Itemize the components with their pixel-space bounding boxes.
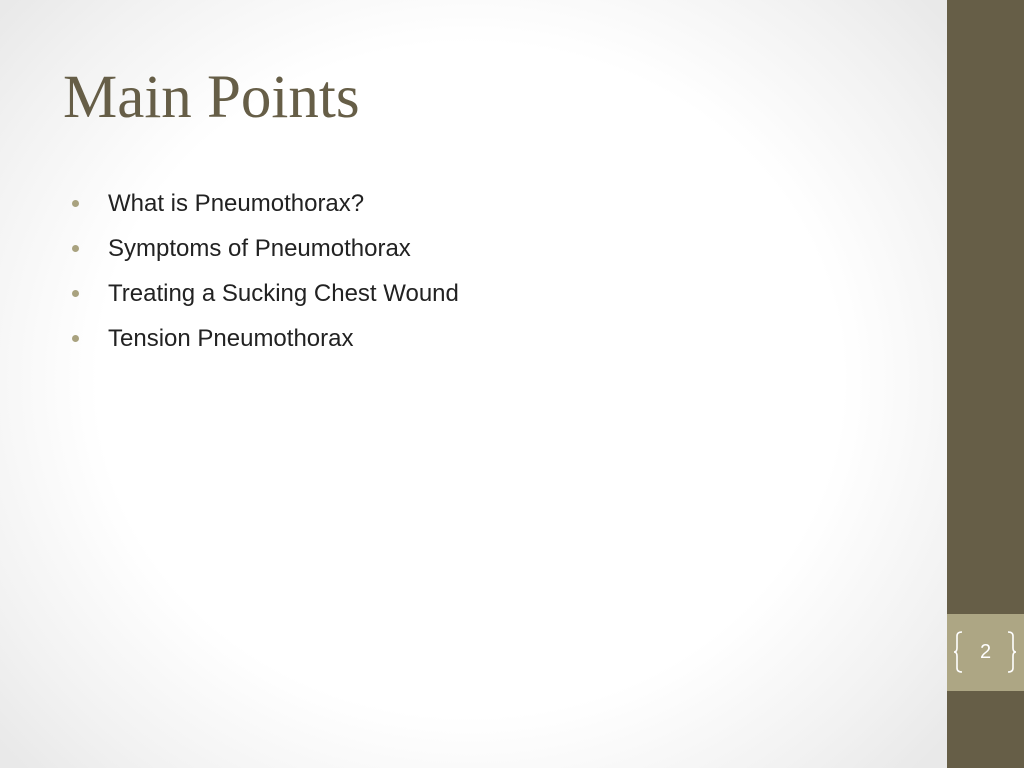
bullet-dot-icon [72, 335, 79, 342]
page-number-box [947, 614, 1024, 691]
bullet-list [72, 186, 459, 366]
right-brace-icon [1007, 631, 1017, 673]
bullet-text: Symptoms of Pneumothorax [108, 235, 411, 262]
bullet-item [72, 276, 459, 321]
bullet-item [72, 321, 459, 366]
bullet-dot-icon [72, 245, 79, 252]
page-number: 2 [979, 641, 992, 663]
bullet-text: Treating a Sucking Chest Wound [108, 280, 459, 307]
bullet-dot-icon [72, 200, 79, 207]
bullet-text: What is Pneumothorax? [108, 190, 365, 217]
bullet-dot-icon [72, 290, 79, 297]
bullet-text: Tension Pneumothorax [108, 325, 354, 352]
bullet-item [72, 231, 459, 276]
slide-title: Main Points [63, 64, 360, 131]
bullet-item [72, 186, 459, 231]
